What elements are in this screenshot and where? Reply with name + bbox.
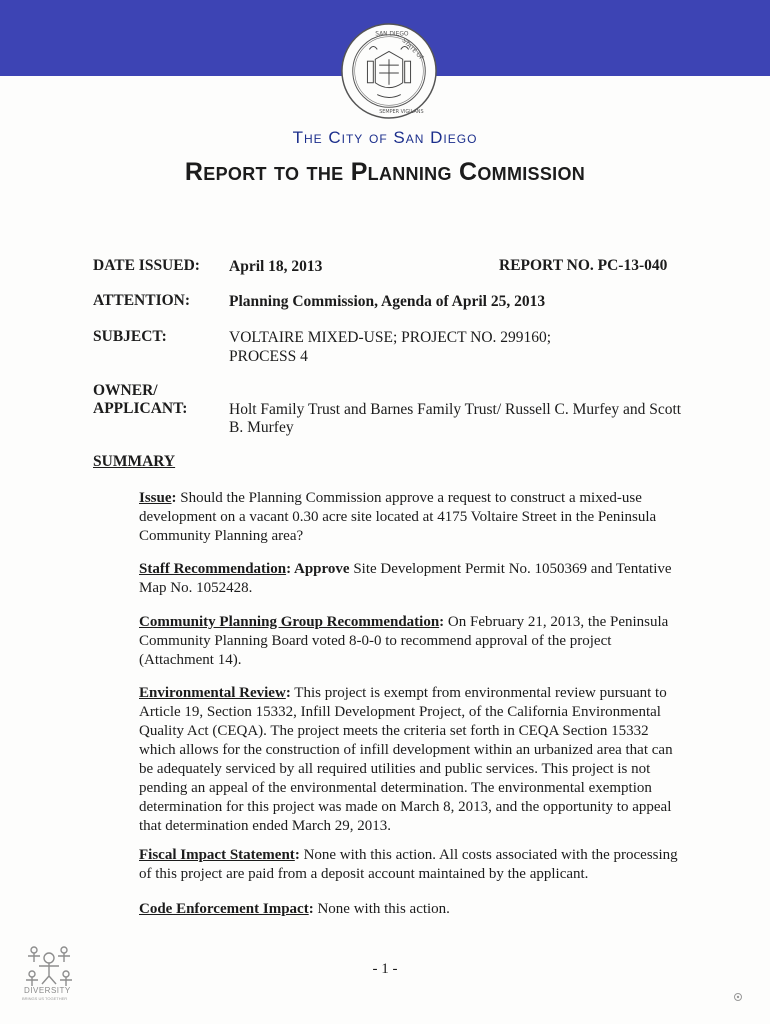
owner-line-1: Holt Family Trust and Barnes Family Trust/ Russell C. Murfey and Scott [229, 401, 682, 418]
environmental-review-label: Environmental Review [139, 685, 286, 701]
subject-line-1: VOLTAIRE MIXED-USE; PROJECT NO. 299160; [229, 329, 552, 346]
svg-text:SEMPER VIGILANS: SEMPER VIGILANS [379, 109, 424, 116]
svg-text:SAN DIEGO: SAN DIEGO [375, 31, 409, 38]
fiscal-impact-label: Fiscal Impact Statement [139, 847, 295, 863]
page-number: - 1 - [372, 961, 398, 977]
community-planning-text: On February 21, 2013, the Peninsula Community Planning Board voted 8-0-0 to recommend approval of the project (Attachment 14). [139, 614, 669, 668]
community-planning-paragraph: Community Planning Group Recommendation: On February 21, 2013, the Peninsula Community Planning Board voted 8-0-0 to recommend approval of the project (Attachment 14). [139, 614, 669, 668]
city-name: The City of San Diego [292, 128, 478, 147]
date-issued-label: DATE ISSUED: [93, 257, 200, 274]
page-corner-mark-icon [733, 992, 743, 1002]
report-title: Report to the Planning Commission [184, 158, 586, 186]
issue-label: Issue [139, 490, 172, 506]
staff-recommendation-approve: Approve [291, 561, 350, 577]
code-enforcement-paragraph: Code Enforcement Impact: None with this action. [139, 901, 450, 917]
fiscal-impact-paragraph: Fiscal Impact Statement: None with this action. All costs associated with the processing of this project are paid from a deposit account maintained by the applicant. [139, 847, 678, 882]
community-planning-label: Community Planning Group Recommendation [139, 614, 440, 630]
city-seal-icon [340, 22, 438, 120]
svg-text:STATE OF: STATE OF [400, 37, 425, 62]
code-enforcement-label: Code Enforcement Impact [139, 901, 309, 917]
attention-value: Planning Commission, Agenda of April 25, 2013 [229, 293, 546, 310]
environmental-review-text: This project is exempt from environmental review pursuant to Article 19, Section 15332, Infill Development Project, of the California Environmental Quality Act (CEQA). The project meets the criteria set forth in CEQA Section 15332 which allows for the construction of infill development within an urbanized area that can be adequately serviced by all required utilities and public services. This project is not pending an appeal of the environmental determination. The environmental exemption determination for this project was made on March 8, 2013, and the opportunity to appeal that determination ended March 29, 2013. [139, 685, 673, 834]
owner-label-line-1: OWNER/ [93, 382, 158, 399]
staff-recommendation-paragraph: Staff Recommendation: Approve Site Development Permit No. 1050369 and Tentative Map No. 1052428. [139, 561, 672, 596]
date-issued-value: April 18, 2013 [229, 258, 323, 275]
subject-line-2: PROCESS 4 [229, 348, 308, 365]
issue-paragraph: Issue: Should the Planning Commission approve a request to construct a mixed-use development on a vacant 0.30 acre site located at 4175 Voltaire Street in the Peninsula Community Planning area? [139, 490, 657, 544]
attention-label: ATTENTION: [93, 292, 191, 309]
owner-label-line-2: APPLICANT: [93, 400, 188, 417]
issue-text: Should the Planning Commission approve a request to construct a mixed-use development on a vacant 0.30 acre site located at 4175 Voltaire Street in the Peninsula Community Planning area? [139, 490, 657, 544]
environmental-review-paragraph: Environmental Review: This project is exempt from environmental review pursuant to Article 19, Section 15332, Infill Development Project, of the California Environmental Quality Act (CEQA). The project meets the criteria set forth in CEQA Section 15332 which allows for the construction of infill development within an urbanized area that can be adequately serviced by all required utilities and public services. This project is not pending an appeal of the environmental determination. The environmental exemption determination for this project was made on March 8, 2013, and the opportunity to appeal that determination ended March 29, 2013. [139, 685, 673, 834]
diversity-logo-text: DIVERSITY [24, 986, 71, 995]
staff-recommendation-label: Staff Recommendation [139, 561, 287, 577]
subject-label: SUBJECT: [93, 328, 167, 345]
fiscal-impact-text: None with this action. All costs associated with the processing of this project are paid from a deposit account maintained by the applicant. [139, 847, 678, 882]
staff-recommendation-text: Site Development Permit No. 1050369 and Tentative Map No. 1052428. [139, 561, 672, 596]
owner-line-2: B. Murfey [229, 419, 294, 436]
diversity-tagline: BRINGS US TOGETHER [22, 996, 68, 1001]
code-enforcement-text: None with this action. [313, 901, 450, 917]
report-number: REPORT NO. PC-13-040 [499, 257, 668, 274]
summary-heading: SUMMARY [93, 453, 176, 470]
